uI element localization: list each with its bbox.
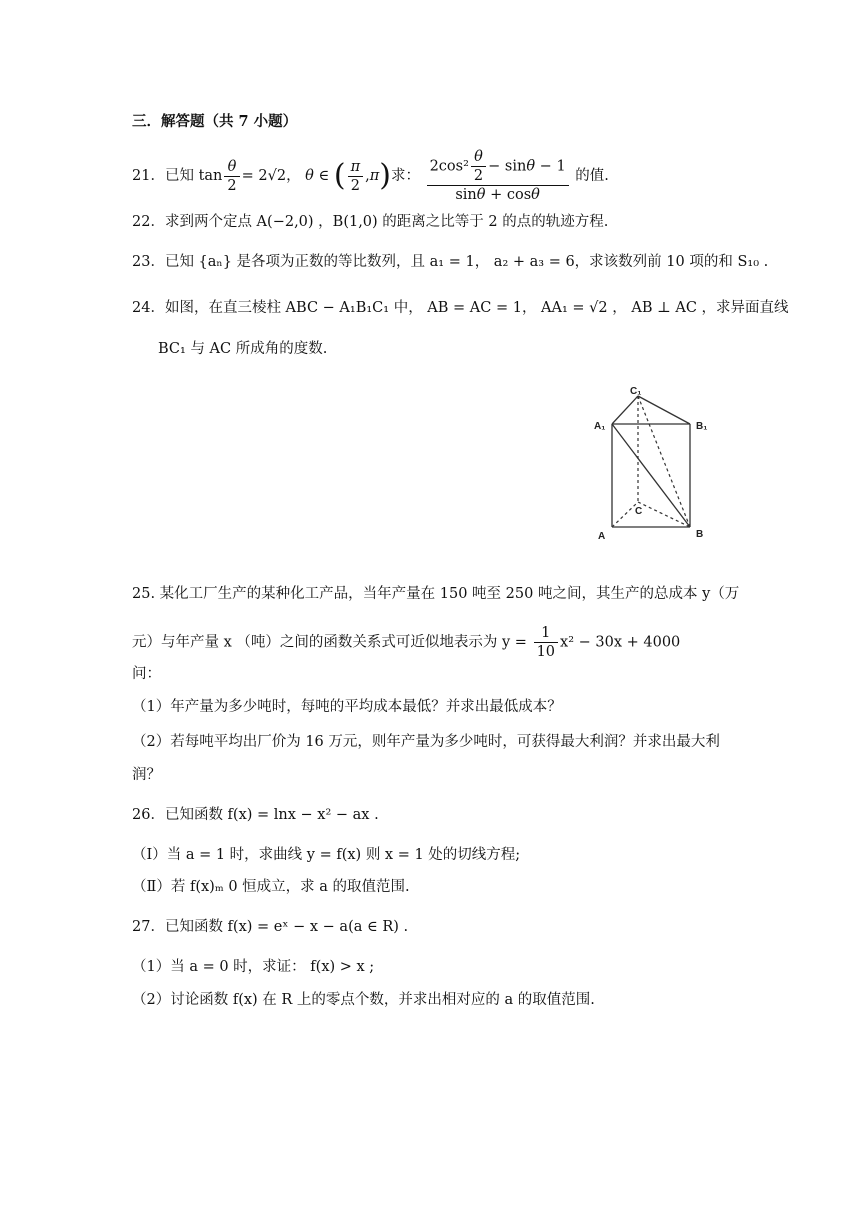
prism-figure xyxy=(590,384,720,544)
q27-text: 已知函数 f(x) = eˣ − x − a(a ∈ R) . xyxy=(164,919,409,935)
question-26 xyxy=(132,805,379,825)
q21-text-4: 的值. xyxy=(575,168,609,184)
q21-theta-range: θ ∈ ( $\frac{\pi}{2}$ ,π) xyxy=(305,158,391,194)
question-24 xyxy=(132,298,789,318)
q21-tan-expr: tan $\frac{\theta}{2}$ = 2√2 xyxy=(198,158,287,194)
question-23 xyxy=(132,252,768,272)
label-b1: B₁ xyxy=(696,421,708,432)
label-c: C xyxy=(635,506,643,517)
q23-number: 23． xyxy=(132,254,165,270)
q25-part-2a: （2）若每吨平均出厂价为 16 万元，则年产量为多少吨时，可获得最大利润？并求出最大利 xyxy=(132,734,720,750)
label-a1: A₁ xyxy=(594,421,606,432)
q21-text-3: 求： xyxy=(390,168,420,184)
question-21 xyxy=(132,148,609,204)
section-title: 三．解答题（共 7 小题） xyxy=(132,113,298,130)
q24-line-1: 如图，在直三棱柱 ABC − A₁B₁C₁ 中， AB = AC = 1， AA₁ = √2 ， AB ⊥ AC ，求异面直线 xyxy=(164,300,789,316)
q21-text-1: 已知 xyxy=(164,168,194,184)
q22-number: 22． xyxy=(132,214,165,230)
question-22 xyxy=(132,212,608,232)
q24-line-2: BC₁ 与 AC 所成角的度数. xyxy=(158,341,328,357)
q25-part-1: （1）年产量为多少吨时，每吨的平均成本最低？并求出最低成本？ xyxy=(132,699,562,715)
q25-line-2a: 元）与年产量 x （吨）之间的函数关系式可近似地表示为 y = xyxy=(132,634,527,651)
q25-line-3: 问： xyxy=(132,666,161,682)
q23-text: 已知 {aₙ} 是各项为正数的等比数列，且 a₁ = 1， a₂ + a₃ = 6，求该数列前 10 项的和 S₁₀ . xyxy=(164,254,769,270)
q25-line-2b: x² − 30x + 4000 xyxy=(560,634,681,651)
question-27 xyxy=(132,917,408,937)
label-b: B xyxy=(696,529,704,540)
q25-fraction: $\frac{1}{10}$ xyxy=(534,624,558,661)
label-a: A xyxy=(598,531,606,542)
q21-main-fraction: 2cos² $\frac{\theta}{2}$ − sinθ − 1 sinθ + cosθ xyxy=(427,148,569,204)
q21-number: 21． xyxy=(132,168,165,184)
q26-part-2: （Ⅱ）若 f(x)ₘ 0 恒成立，求 a 的取值范围. xyxy=(132,879,410,895)
q22-text: 求到两个定点 A(−2,0) ，B(1,0) 的距离之比等于 2 的点的轨迹方程. xyxy=(164,214,609,230)
q25-line-2 xyxy=(132,624,680,661)
q21-sep: ， xyxy=(286,168,301,184)
label-c1: C₁ xyxy=(630,386,642,397)
q25-line-1: 25. 某化工厂生产的某种化工产品，当年产量在 150 吨至 250 吨之间，其生产的总成本 y（万 xyxy=(132,586,740,602)
q26-part-1: （Ⅰ）当 a = 1 时，求曲线 y = f(x) 则 x = 1 处的切线方程; xyxy=(132,847,521,863)
q25-part-2b: 润？ xyxy=(132,767,161,783)
q27-number: 27． xyxy=(132,919,165,935)
q27-part-1: （1）当 a = 0 时，求证： f(x) > x ; xyxy=(132,959,375,975)
q26-number: 26． xyxy=(132,807,165,823)
q24-number: 24． xyxy=(132,300,165,316)
q26-text: 已知函数 f(x) = lnx − x² − ax . xyxy=(164,807,379,823)
q27-part-2: （2）讨论函数 f(x) 在 R 上的零点个数，并求出相对应的 a 的取值范围. xyxy=(132,992,595,1008)
